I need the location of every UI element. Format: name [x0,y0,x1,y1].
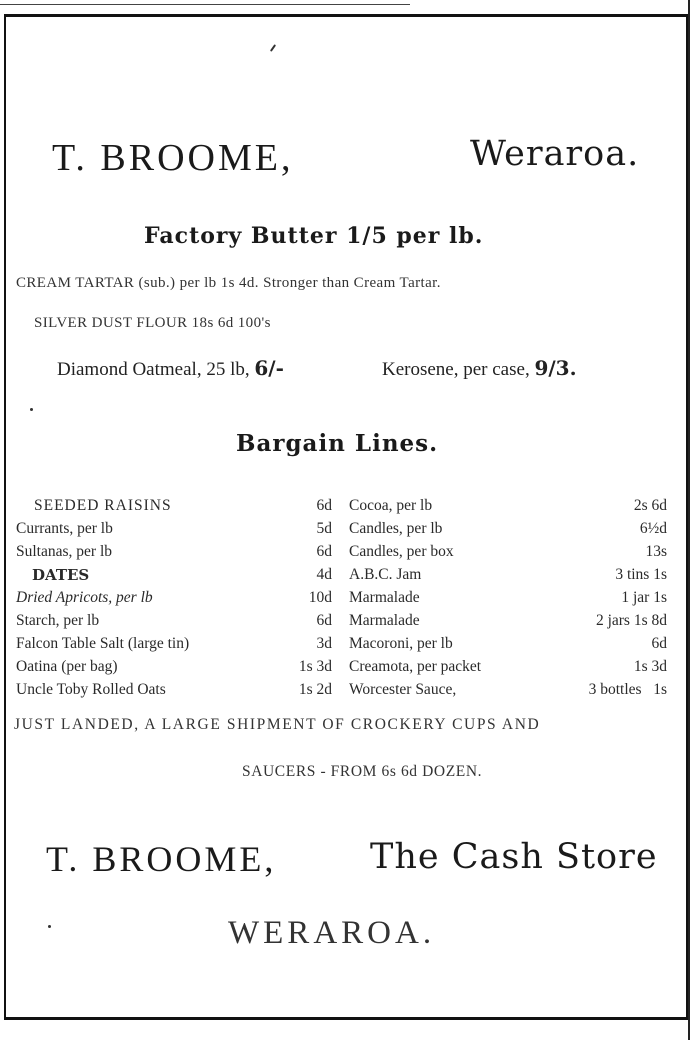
left-item-name: DATES [32,566,90,584]
crockery-notice-line-2: SAUCERS - FROM 6s 6d DOZEN. [242,763,483,780]
right-item-price: 3 tins 1s [615,566,667,583]
footer-store-name: T. BROOME, [46,839,277,879]
kerosene-price: 9/3. [534,356,577,380]
print-speck [48,925,51,928]
right-item-name: Macoroni, per lb [349,635,453,652]
left-item-price: 5d [316,520,332,537]
left-item-name: Dried Apricots, per lb [16,589,153,606]
right-item-name: Cocoa, per lb [349,497,433,514]
factory-butter-headline: Factory Butter 1/5 per lb. [144,223,484,249]
left-item-price: 6d [316,543,332,560]
oatmeal-price: 6/- [254,356,284,380]
table-row [0,612,690,634]
left-item-name: Falcon Table Salt (large tin) [16,635,190,652]
flour-line: SILVER DUST FLOUR 18s 6d 100's [34,315,271,331]
table-row [0,589,690,611]
left-item-price: 6d [316,612,332,629]
crockery-notice-line-1: JUST LANDED, A LARGE SHIPMENT OF CROCKERY CUPS AND [14,716,541,733]
cream-tartar-line: CREAM TARTAR (sub.) per lb 1s 4d. Stronger than Cream Tartar. [16,275,441,291]
left-item-name: Sultanas, per lb [16,543,112,560]
left-item-name: Starch, per lb [16,612,100,629]
left-item-price: 10d [308,589,332,606]
right-item-price: 2s 6d [633,497,667,514]
table-row [0,543,690,565]
table-row [0,520,690,542]
right-item-price: 1s 3d [633,658,667,675]
left-item-price: 3d [316,635,332,652]
footer-store-tagline: The Cash Store [370,837,658,877]
right-item-name: Worcester Sauce, [349,681,457,698]
right-item-name: Candles, per box [349,543,454,560]
right-item-price: 1 jar 1s [621,589,667,606]
header-town: Weraroa. [470,134,640,174]
right-item-price: 2 jars 1s 8d [595,612,667,629]
left-item-price: 1s 3d [298,658,332,675]
right-item-name: Candles, per lb [349,520,443,537]
header-store-name: T. BROOME, [52,137,294,179]
kerosene-line [382,356,577,381]
footer-town: WERAROA. [228,915,436,951]
right-item-name: Creamota, per packet [349,658,482,675]
top-rule [0,4,410,5]
left-item-name: SEEDED RAISINS [34,497,172,514]
left-item-name: Oatina (per bag) [16,658,118,675]
table-row [0,635,690,657]
left-item-price: 6d [316,497,332,514]
table-row [0,681,690,703]
kerosene-label: Kerosene, per case, [382,359,530,380]
print-speck [30,408,33,411]
left-item-name: Uncle Toby Rolled Oats [16,681,166,698]
right-item-name: Marmalade [349,612,420,629]
left-item-price: 1s 2d [298,681,332,698]
table-row [0,566,690,588]
table-row [0,497,690,519]
right-item-price: 6d [651,635,667,652]
right-item-price: 13s [645,543,667,560]
right-item-price: 3 bottles 1s [588,681,667,698]
left-item-price: 4d [316,566,332,583]
bargain-lines-heading: Bargain Lines. [236,430,439,457]
oatmeal-line [57,356,284,381]
left-item-name: Currants, per lb [16,520,113,537]
oatmeal-label: Diamond Oatmeal, 25 lb, [57,359,250,380]
right-item-name: Marmalade [349,589,420,606]
right-item-price: 6½d [639,520,667,537]
table-row [0,658,690,680]
right-item-name: A.B.C. Jam [349,566,422,583]
